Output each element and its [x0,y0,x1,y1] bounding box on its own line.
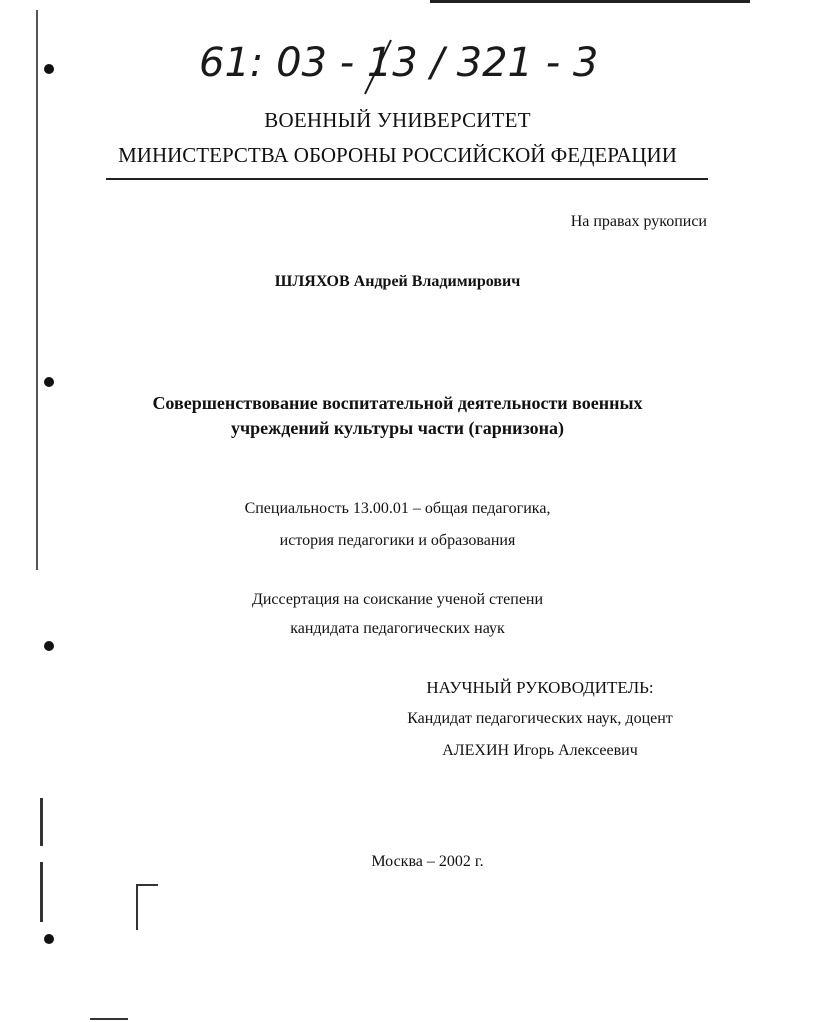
scan-edge-top [430,0,750,3]
university-name: ВОЕННЫЙ УНИВЕРСИТЕТ [264,108,531,132]
specialty-line-2: история педагогики и образования [279,532,516,549]
punch-hole-mark [44,934,54,944]
punch-hole-mark [44,377,54,387]
ministry-name: МИНИСТЕРСТВА ОБОРОНЫ РОССИЙСКОЙ ФЕДЕРАЦИИ [118,143,677,167]
punch-hole-mark [44,641,54,651]
specialty-line-1: Специальность 13.00.01 – общая педагогика, [244,500,551,517]
manuscript-rights-note: На правах рукописи [570,213,707,230]
scan-mark [40,798,43,846]
punch-hole-mark [44,64,54,74]
scan-mark [40,862,43,922]
svg-text:61: 03 - 13 / 321 - 3: 61: 03 - 13 / 321 - 3 [199,40,599,86]
degree-line-1: Диссертация на соискание ученой степени [251,591,544,608]
scan-mark-corner [136,884,138,930]
place-and-year: Москва – 2002 г. [371,853,484,870]
archive-number [195,32,599,94]
dissertation-title-line-1: Совершенствование воспитательной деятельности военных [152,393,643,413]
scan-mark-bottom [90,1018,128,1020]
header-divider [106,178,708,180]
degree-line-2: кандидата педагогических наук [290,620,505,637]
supervisor-degree: Кандидат педагогических наук, доцент [407,710,673,727]
author-name: ШЛЯХОВ Андрей Владимирович [274,273,521,290]
supervisor-heading: НАУЧНЫЙ РУКОВОДИТЕЛЬ: [426,678,654,697]
scan-mark-corner [136,884,158,886]
supervisor-name: АЛЕХИН Игорь Алексеевич [442,742,638,759]
dissertation-title-line-2: учреждений культуры части (гарнизона) [231,418,564,438]
